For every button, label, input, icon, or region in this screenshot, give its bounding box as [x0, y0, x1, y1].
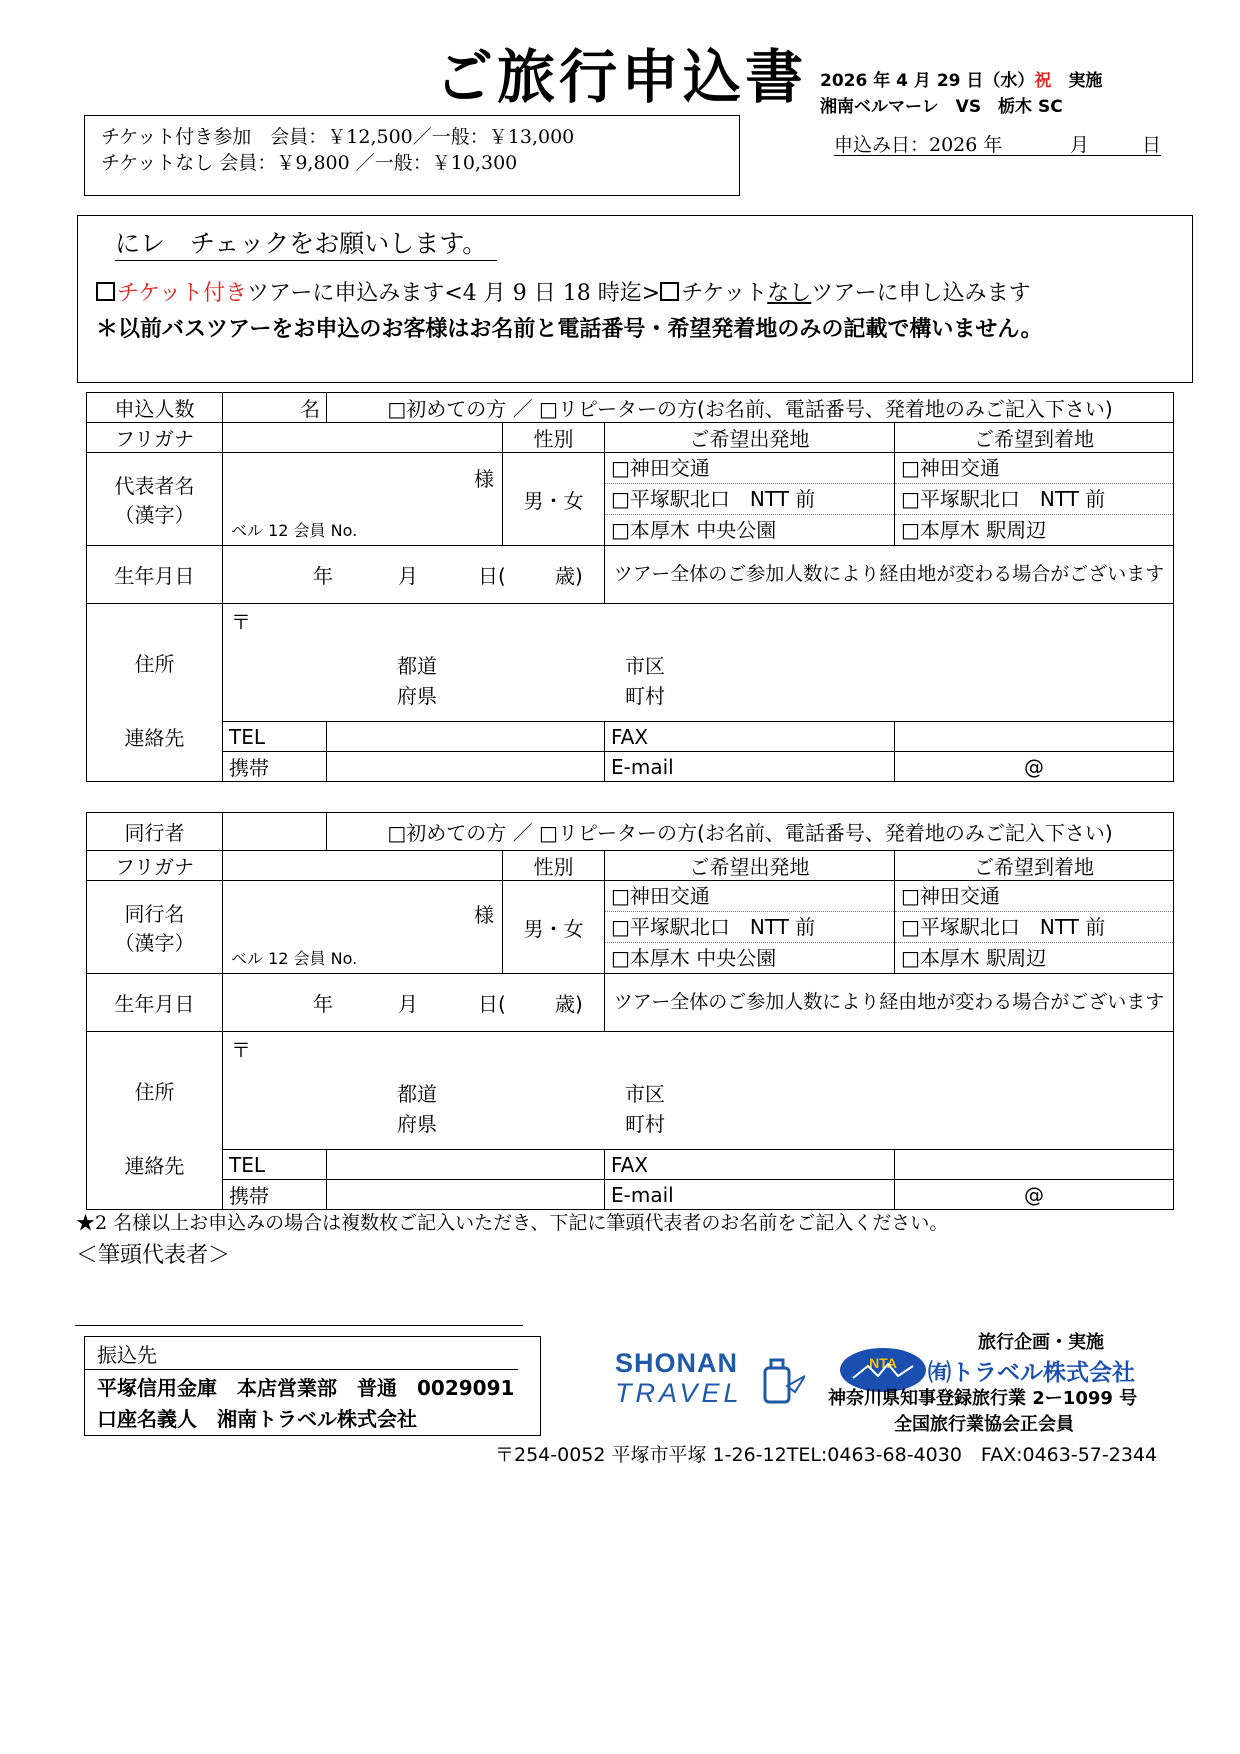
company-address: 〒254-0052 平塚市平塚 1-26-12TEL:0463-68-4030 FAX:0463-57-2344 — [495, 1444, 1158, 1466]
companion-mobile-input[interactable] — [327, 1180, 605, 1210]
address-label: 住所 — [87, 604, 223, 722]
companion-tel-label: TEL — [223, 1150, 327, 1180]
price-box — [84, 115, 740, 196]
companion-birthdate-label: 生年月日 — [87, 974, 223, 1032]
bank-heading: 振込先 — [97, 1343, 157, 1367]
companion-departure-kanda[interactable]: □神田交通 — [605, 881, 894, 912]
companion-gender-select[interactable]: 男・女 — [503, 881, 605, 974]
address-input[interactable]: 〒 都道 府県 市区 町村 — [223, 604, 1174, 722]
arrival-options[interactable] — [895, 453, 1174, 546]
arrival-honatsugi[interactable]: □本厚木 駅周辺 — [901, 518, 1047, 542]
birthdate-label: 生年月日 — [87, 546, 223, 604]
application-date-label: 申込み日：2026 年 — [834, 134, 1003, 156]
companion-member-number[interactable]: ベル 12 会員 No. — [231, 949, 358, 968]
signature-line — [75, 1325, 523, 1326]
companion-arrival-options[interactable] — [895, 881, 1174, 974]
departure-kanda[interactable]: □神田交通 — [605, 453, 894, 484]
fax-label: FAX — [605, 722, 895, 752]
tel-input[interactable] — [327, 722, 605, 752]
companion-name-label: 同行名 （漢字） — [87, 881, 223, 974]
birthdate-input[interactable]: 年 月 日( 歳) — [223, 546, 605, 604]
mobile-label: 携帯 — [223, 752, 327, 782]
suitcase-icon — [765, 1360, 789, 1402]
companion-arrival-honatsugi[interactable]: □本厚木 駅周辺 — [901, 946, 1047, 970]
arrival-hiratsuka[interactable]: □平塚駅北口 NTT 前 — [895, 484, 1173, 515]
companion-departure-options[interactable] — [605, 881, 895, 974]
tour-type-section — [77, 215, 1193, 383]
companion-furigana-label: フリガナ — [87, 851, 223, 881]
member-number[interactable]: ベル 12 会員 No. — [231, 521, 358, 540]
bank-account: 平塚信用金庫 本店営業部 普通 0029091 — [85, 1369, 518, 1401]
ticket-tour-checkbox[interactable] — [96, 282, 115, 301]
bank-info-box — [84, 1336, 541, 1436]
companion-arrival-hiratsuka[interactable]: □平塚駅北口 NTT 前 — [895, 912, 1173, 943]
companion-label: 同行者 — [87, 813, 223, 851]
companion-table — [86, 812, 1174, 1210]
departure-honatsugi[interactable]: □本厚木 中央公園 — [611, 518, 777, 542]
deadline: <4 月 9 日 18 時迄> — [444, 281, 661, 306]
agency-association: 全国旅行業協会正会員 — [894, 1414, 1074, 1435]
customer-status[interactable]: □初めての方 ／ □リピーターの方(お名前、電話番号、発着地のみご記入下さい) — [327, 393, 1174, 423]
companion-gender-label: 性別 — [503, 851, 605, 881]
fax-input[interactable] — [895, 722, 1174, 752]
email-input[interactable]: @ — [895, 752, 1174, 782]
logo-travel-text: TRAVEL — [615, 1378, 743, 1408]
logo-shonan-text: SHONAN — [615, 1348, 739, 1378]
event-info — [820, 68, 1102, 120]
companion-arrival-kanda[interactable]: □神田交通 — [895, 881, 1173, 912]
companion-name-input[interactable]: 様 ベル 12 会員 No. — [223, 881, 503, 974]
mobile-input[interactable] — [327, 752, 605, 782]
multi-applicant-footnote: ★2 名様以上お申込みの場合は複数枚ご記入いただき、下記に筆頭代表者のお名前をご記入ください。 — [76, 1212, 949, 1234]
tel-label: TEL — [223, 722, 327, 752]
furigana-input[interactable] — [223, 423, 503, 453]
companion-tel-input[interactable] — [327, 1150, 605, 1180]
arrival-label: ご希望到着地 — [895, 423, 1174, 453]
departure-label: ご希望出発地 — [605, 423, 895, 453]
nta-badge-text: NTA — [869, 1355, 897, 1371]
gender-select[interactable]: 男・女 — [503, 453, 605, 546]
no-ticket-tour-checkbox[interactable] — [660, 282, 679, 301]
price-with-ticket: チケット付き参加 会員：￥12,500／一般：￥13,000 — [101, 126, 575, 148]
companion-email-input[interactable]: @ — [895, 1180, 1174, 1210]
departure-options[interactable] — [605, 453, 895, 546]
companion-address-label: 住所 — [87, 1032, 223, 1150]
companion-status[interactable]: □初めての方 ／ □リピーターの方(お名前、電話番号、発着地のみご記入下さい) — [327, 813, 1174, 851]
companion-furigana-input[interactable] — [223, 851, 503, 881]
companion-contact-label: 連絡先 — [87, 1150, 223, 1210]
companion-route-note: ツアー全体のご参加人数により経由地が変わる場合がございます — [605, 974, 1174, 1032]
companion-address-input[interactable]: 〒 都道 府県 市区 町村 — [223, 1032, 1174, 1150]
companion-departure-hiratsuka[interactable]: □平塚駅北口 NTT 前 — [605, 912, 894, 943]
route-note: ツアー全体のご参加人数により経由地が変わる場合がございます — [605, 546, 1174, 604]
companion-departure-honatsugi[interactable]: □本厚木 中央公園 — [611, 946, 777, 970]
departure-hiratsuka[interactable]: □平塚駅北口 NTT 前 — [605, 484, 894, 515]
arrival-kanda[interactable]: □神田交通 — [895, 453, 1173, 484]
representative-name-label: 代表者名 （漢字） — [87, 453, 223, 546]
event-match: 湘南ベルマーレ VS 栃木 SC — [820, 97, 1063, 117]
bank-holder: 口座名義人 湘南トラベル株式会社 — [97, 1407, 417, 1431]
companion-count-input[interactable] — [223, 813, 327, 851]
applicant-table — [86, 392, 1174, 782]
form-title: ご旅行申込書 — [435, 43, 808, 111]
application-date[interactable] — [834, 130, 1161, 156]
email-label: E-mail — [605, 752, 895, 782]
application-date-day: 日 — [1142, 134, 1162, 156]
representative-name-input[interactable]: 様 ベル 12 会員 No. — [223, 453, 503, 546]
companion-mobile-label: 携帯 — [223, 1180, 327, 1210]
furigana-label: フリガナ — [87, 423, 223, 453]
companion-email-label: E-mail — [605, 1180, 895, 1210]
checkbox-heading: にレ チェックをお願いします。 — [115, 224, 497, 261]
companion-fax-label: FAX — [605, 1150, 895, 1180]
agency-role: 旅行企画・実施 — [978, 1332, 1104, 1353]
event-date: 2026 年 4 月 29 日（水）祝 実施 — [820, 71, 1103, 91]
application-date-month: 月 — [1070, 134, 1090, 156]
gender-label: 性別 — [503, 423, 605, 453]
companion-fax-input[interactable] — [895, 1150, 1174, 1180]
agency-registration: 神奈川県知事登録旅行業 2ー1099 号 — [828, 1388, 1138, 1409]
leader-label: ＜筆頭代表者＞ — [76, 1243, 231, 1268]
price-without-ticket: チケットなし 会員：￥9,800 ／一般：￥10,300 — [101, 152, 518, 174]
agency-name: ㈲トラベル株式会社 — [928, 1360, 1135, 1386]
applicant-count-label: 申込人数 — [87, 393, 223, 423]
companion-departure-label: ご希望出発地 — [605, 851, 895, 881]
holiday-mark: 祝 — [1034, 71, 1052, 91]
companion-birthdate-input[interactable]: 年 月 日( 歳) — [223, 974, 605, 1032]
shonan-travel-logo — [615, 1348, 805, 1408]
companion-arrival-label: ご希望到着地 — [895, 851, 1174, 881]
repeat-customer-note: ＊以前バスツアーをお申込のお客様はお名前と電話番号・希望発着地のみの記載で構いません。 — [96, 317, 1043, 342]
applicant-count-input[interactable]: 名 — [223, 393, 327, 423]
contact-label: 連絡先 — [87, 722, 223, 782]
tour-type-options: チケット付きツアーに申込みます<4 月 9 日 18 時迄> チケットなしツアーに申し込みます — [96, 276, 1031, 307]
